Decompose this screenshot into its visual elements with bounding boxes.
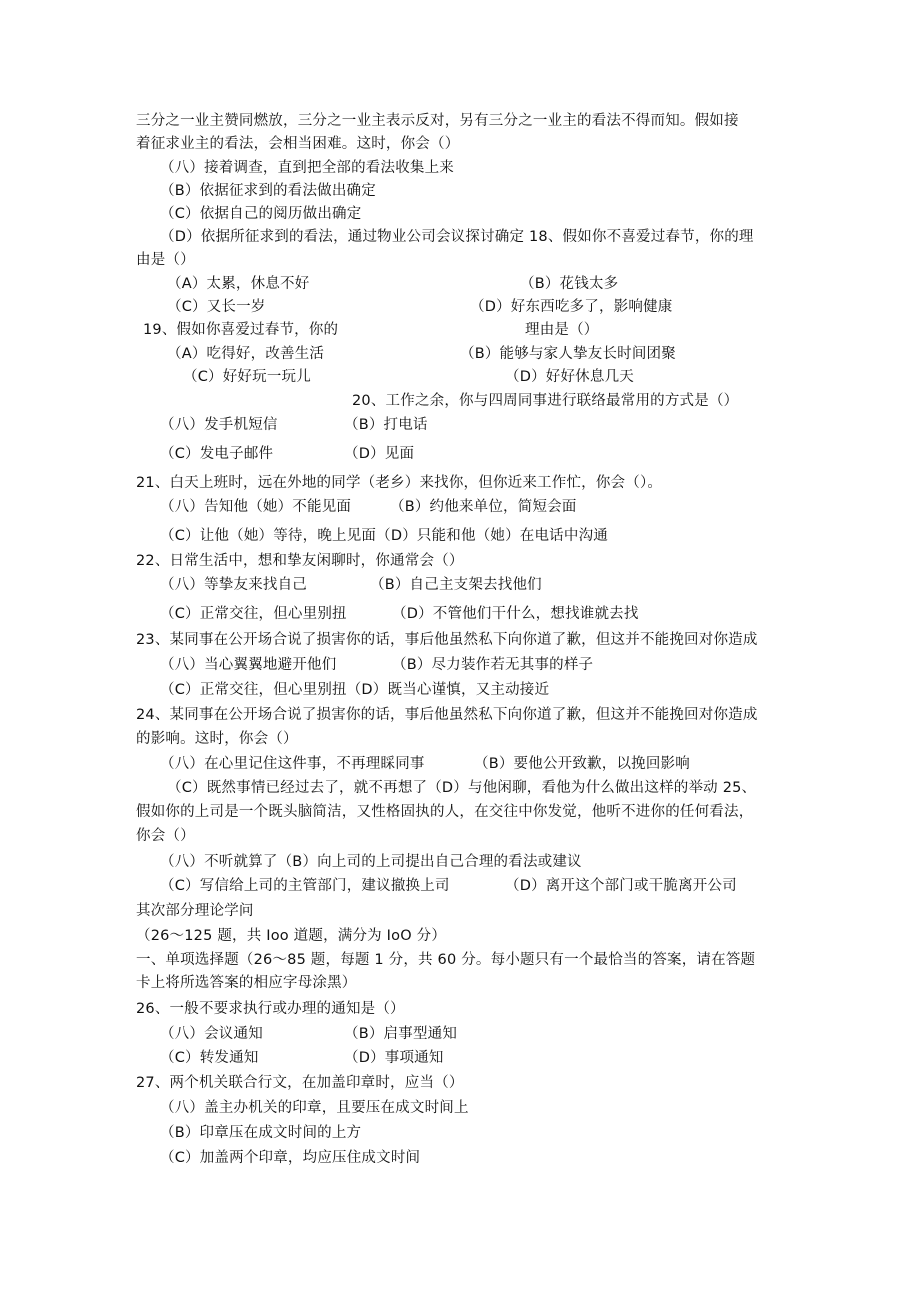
question-text: 24、某同事在公开场合说了损害你的话，事后他虽然私下向你道了歉，但这并不能挽回对你造成: [136, 707, 758, 723]
option-text: （B）印章压在成文时间的上方: [160, 1125, 362, 1141]
text-line: 由是（）: [136, 252, 195, 268]
option-text: （C）让他（她）等待，晚上见面（D）只能和他（她）在电话中沟通: [160, 528, 608, 544]
text-line: 着征求业主的看法，会相当困难。这时，你会（）: [136, 136, 460, 152]
option-text: （D）不管他们干什么，想找谁就去找: [392, 606, 639, 622]
question-text: 21、白天上班时，远在外地的同学（老乡）来找你，但你近来工作忙，你会（）。: [136, 475, 663, 491]
option-text: （八）当心翼翼地避开他们: [160, 657, 337, 673]
question-text: 26、一般不要求执行或办理的通知是（）: [136, 1001, 405, 1017]
option-text: （B）花钱太多: [520, 276, 619, 292]
option-text: （A）太累，休息不好: [167, 276, 310, 292]
section-subheading: （26～125 题，共 Ioo 道题，满分为 IoO 分）: [136, 928, 447, 944]
option-text: （八）在心里记住这件事，不再理睬同事: [160, 756, 425, 772]
option-text: （八）会议通知: [160, 1026, 263, 1042]
question-text: 22、日常生活中，想和挚友闲聊时，你通常会（）: [136, 553, 464, 569]
option-text: （B）依据征求到的看法做出确定: [160, 183, 376, 199]
option-text: （C）转发通知: [160, 1050, 259, 1066]
instructions-text: 一、单项选择题（26～85 题，每题 1 分，共 60 分。每小题只有一个最恰当的答案，请在答题: [136, 952, 756, 968]
option-text: （B）自己主支架去找他们: [370, 577, 542, 593]
option-text: （C）发电子邮件: [160, 446, 274, 462]
option-text: （D）事项通知: [344, 1050, 444, 1066]
option-text: （八）不听就算了（B）向上司的上司提出自己合理的看法或建议: [160, 854, 582, 870]
question-text: 19、假如你喜爱过春节，你的: [143, 322, 339, 338]
option-text: （B）启事型通知: [344, 1026, 458, 1042]
option-text: （D）离开这个部门或干脆离开公司: [505, 878, 737, 894]
text-line: 的影响。这时，你会（）: [136, 731, 298, 747]
question-text: 23、某同事在公开场合说了损害你的话，事后他虽然私下向你道了歉，但这并不能挽回对你造成: [136, 632, 758, 648]
option-text: （C）加盖两个印章，均应压住成文时间: [160, 1150, 421, 1166]
option-text: （D）好东西吃多了，影响健康: [470, 299, 673, 315]
instructions-text: 卡上将所选答案的相应字母涂黑）: [136, 975, 357, 991]
option-text: （八）盖主办机关的印章，且要压在成文时间上: [160, 1100, 469, 1116]
option-text: （B）打电话: [344, 417, 428, 433]
option-text: （C）既然事情已经过去了，就不再想了（D）与他闲聊，看他为什么做出这样的举动 25、: [167, 780, 757, 796]
question-text: 理由是（）: [525, 322, 599, 338]
option-text: （B）尽力装作若无其事的样子: [392, 657, 594, 673]
option-text: （八）告知他（她）不能见面: [160, 499, 352, 515]
section-heading: 其次部分理论学问: [136, 903, 254, 919]
option-text: （八）接着调查，直到把全部的看法收集上来: [160, 160, 454, 176]
option-text: （A）吃得好，改善生活: [167, 346, 325, 362]
option-text: （八）等挚友来找自己: [160, 577, 307, 593]
option-text: （C）写信给上司的主管部门，建议撤换上司: [160, 878, 450, 894]
option-text: （D）依据所征求到的看法，通过物业公司会议探讨确定 18、假如你不喜爱过春节，你的理: [160, 229, 754, 245]
question-text: 假如你的上司是一个既头脑简洁，又性格固执的人，在交往中你发觉，他听不进你的任何看法，: [136, 804, 754, 820]
option-text: （D）见面: [344, 446, 415, 462]
option-text: （D）好好休息几天: [505, 369, 634, 385]
option-text: （B）能够与家人挚友长时间团聚: [460, 346, 676, 362]
text-line: 你会（）: [136, 828, 195, 844]
option-text: （B）约他来单位，简短会面: [390, 499, 577, 515]
option-text: （C）正常交往，但心里别扭: [160, 606, 347, 622]
question-text: 20、工作之余，你与四周同事进行联络最常用的方式是（）: [352, 393, 739, 409]
text-line: 三分之一业主赞同燃放，三分之一业主表示反对，另有三分之一业主的看法不得而知。假如接: [136, 113, 739, 129]
option-text: （八）发手机短信: [160, 417, 278, 433]
option-text: （C）正常交往，但心里别扭（D）既当心谨慎，又主动接近: [160, 682, 550, 698]
option-text: （C）好好玩一玩儿: [183, 369, 311, 385]
option-text: （B）要他公开致歉，以挽回影响: [474, 756, 690, 772]
question-text: 27、两个机关联合行文，在加盖印章时，应当（）: [136, 1075, 464, 1091]
option-text: （C）依据自己的阅历做出确定: [160, 206, 362, 222]
option-text: （C）又长一岁: [167, 299, 266, 315]
